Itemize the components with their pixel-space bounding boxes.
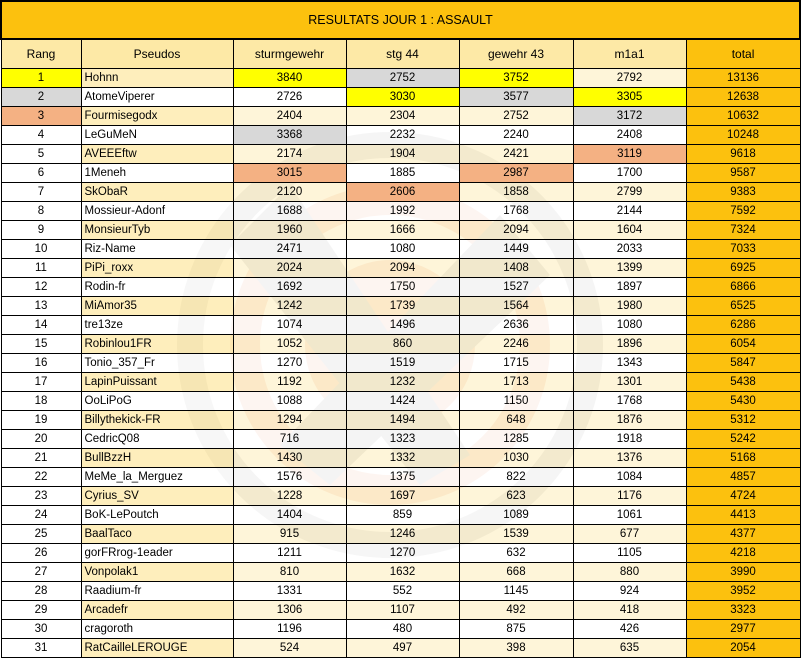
- player-name-cell: OoLiPoG: [81, 392, 233, 411]
- sturmgewehr-score-cell: 1404: [233, 506, 346, 525]
- gewehr43-score-cell: 2987: [459, 164, 573, 183]
- rank-cell: 7: [1, 183, 81, 202]
- player-name-cell: Tonio_357_Fr: [81, 354, 233, 373]
- m1a1-score-cell: 1700: [573, 164, 686, 183]
- player-name-cell: Hohnn: [81, 69, 233, 88]
- gewehr43-score-cell: 2240: [459, 126, 573, 145]
- total-score-cell: 6525: [686, 297, 800, 316]
- player-name-cell: AtomeViperer: [81, 88, 233, 107]
- rank-cell: 8: [1, 202, 81, 221]
- stg44-score-cell: 552: [346, 582, 459, 601]
- title-row: [1, 1, 800, 39]
- stg44-score-cell: 2752: [346, 69, 459, 88]
- table-row: [1, 297, 800, 316]
- gewehr43-score-cell: 648: [459, 411, 573, 430]
- player-name-cell: CedricQ08: [81, 430, 233, 449]
- total-score-cell: 5312: [686, 411, 800, 430]
- rank-cell: 14: [1, 316, 81, 335]
- m1a1-score-cell: 1176: [573, 487, 686, 506]
- sturmgewehr-score-cell: 2726: [233, 88, 346, 107]
- total-score-cell: 12638: [686, 88, 800, 107]
- sturmgewehr-score-cell: 2174: [233, 145, 346, 164]
- rank-cell: 4: [1, 126, 81, 145]
- m1a1-score-cell: 418: [573, 601, 686, 620]
- stg44-score-cell: 859: [346, 506, 459, 525]
- sturmgewehr-score-cell: 1960: [233, 221, 346, 240]
- m1a1-score-cell: 1896: [573, 335, 686, 354]
- table-row: [1, 126, 800, 145]
- player-name-cell: Billythekick-FR: [81, 411, 233, 430]
- stg44-score-cell: 1904: [346, 145, 459, 164]
- header-total: total: [686, 39, 800, 69]
- m1a1-score-cell: 3305: [573, 88, 686, 107]
- player-name-cell: 1Meneh: [81, 164, 233, 183]
- gewehr43-score-cell: 1285: [459, 430, 573, 449]
- table-row: [1, 316, 800, 335]
- stg44-score-cell: 480: [346, 620, 459, 639]
- player-name-cell: cragoroth: [81, 620, 233, 639]
- player-name-cell: AVEEEftw: [81, 145, 233, 164]
- m1a1-score-cell: 1399: [573, 259, 686, 278]
- m1a1-score-cell: 1768: [573, 392, 686, 411]
- player-name-cell: MeMe_la_Merguez: [81, 468, 233, 487]
- total-score-cell: 3323: [686, 601, 800, 620]
- stg44-score-cell: 1375: [346, 468, 459, 487]
- player-name-cell: RatCailleLEROUGE: [81, 639, 233, 658]
- stg44-score-cell: 3030: [346, 88, 459, 107]
- rank-cell: 18: [1, 392, 81, 411]
- stg44-score-cell: 1246: [346, 525, 459, 544]
- rank-cell: 5: [1, 145, 81, 164]
- sturmgewehr-score-cell: 1576: [233, 468, 346, 487]
- gewehr43-score-cell: 1539: [459, 525, 573, 544]
- rank-cell: 17: [1, 373, 81, 392]
- rank-cell: 1: [1, 69, 81, 88]
- gewehr43-score-cell: 1768: [459, 202, 573, 221]
- rank-cell: 19: [1, 411, 81, 430]
- m1a1-score-cell: 3119: [573, 145, 686, 164]
- m1a1-score-cell: 677: [573, 525, 686, 544]
- player-name-cell: Riz-Name: [81, 240, 233, 259]
- table-row: [1, 411, 800, 430]
- gewehr43-score-cell: 2421: [459, 145, 573, 164]
- stg44-score-cell: 2094: [346, 259, 459, 278]
- stg44-score-cell: 1080: [346, 240, 459, 259]
- header-rank: Rang: [1, 39, 81, 69]
- player-name-cell: Mossieur-Adonf: [81, 202, 233, 221]
- sturmgewehr-score-cell: 2024: [233, 259, 346, 278]
- sturmgewehr-score-cell: 1074: [233, 316, 346, 335]
- total-score-cell: 9587: [686, 164, 800, 183]
- rank-cell: 29: [1, 601, 81, 620]
- rank-cell: 21: [1, 449, 81, 468]
- header-m1a1: m1a1: [573, 39, 686, 69]
- m1a1-score-cell: 1084: [573, 468, 686, 487]
- sturmgewehr-score-cell: 1270: [233, 354, 346, 373]
- stg44-score-cell: 1697: [346, 487, 459, 506]
- sturmgewehr-score-cell: 1196: [233, 620, 346, 639]
- sturmgewehr-score-cell: 810: [233, 563, 346, 582]
- stg44-score-cell: 1232: [346, 373, 459, 392]
- table-row: [1, 639, 800, 658]
- stg44-score-cell: 1424: [346, 392, 459, 411]
- total-score-cell: 6866: [686, 278, 800, 297]
- table-row: [1, 563, 800, 582]
- rank-cell: 9: [1, 221, 81, 240]
- table-row: [1, 525, 800, 544]
- header-gewehr43: gewehr 43: [459, 39, 573, 69]
- rank-cell: 25: [1, 525, 81, 544]
- gewehr43-score-cell: 1715: [459, 354, 573, 373]
- rank-cell: 23: [1, 487, 81, 506]
- player-name-cell: PiPi_roxx: [81, 259, 233, 278]
- gewehr43-score-cell: 1564: [459, 297, 573, 316]
- m1a1-score-cell: 1918: [573, 430, 686, 449]
- sturmgewehr-score-cell: 2404: [233, 107, 346, 126]
- stg44-score-cell: 1885: [346, 164, 459, 183]
- gewehr43-score-cell: 1858: [459, 183, 573, 202]
- table-row: [1, 354, 800, 373]
- rank-cell: 3: [1, 107, 81, 126]
- player-name-cell: SkObaR: [81, 183, 233, 202]
- m1a1-score-cell: 1604: [573, 221, 686, 240]
- total-score-cell: 5242: [686, 430, 800, 449]
- table-title: RESULTATS JOUR 1 : ASSAULT: [1, 1, 800, 39]
- m1a1-score-cell: 1105: [573, 544, 686, 563]
- gewehr43-score-cell: 3752: [459, 69, 573, 88]
- sturmgewehr-score-cell: 3368: [233, 126, 346, 145]
- table-row: [1, 69, 800, 88]
- stg44-score-cell: 2606: [346, 183, 459, 202]
- table-row: [1, 487, 800, 506]
- results-body: [1, 69, 800, 658]
- gewehr43-score-cell: 2246: [459, 335, 573, 354]
- header-sturmgewehr: sturmgewehr: [233, 39, 346, 69]
- m1a1-score-cell: 2799: [573, 183, 686, 202]
- sturmgewehr-score-cell: 3015: [233, 164, 346, 183]
- rank-cell: 2: [1, 88, 81, 107]
- gewehr43-score-cell: 1449: [459, 240, 573, 259]
- player-name-cell: Fourmisegodx: [81, 107, 233, 126]
- table-row: [1, 183, 800, 202]
- player-name-cell: Robinlou1FR: [81, 335, 233, 354]
- gewehr43-score-cell: 1089: [459, 506, 573, 525]
- stg44-score-cell: 1750: [346, 278, 459, 297]
- m1a1-score-cell: 2792: [573, 69, 686, 88]
- sturmgewehr-score-cell: 1306: [233, 601, 346, 620]
- player-name-cell: BaalTaco: [81, 525, 233, 544]
- total-score-cell: 7324: [686, 221, 800, 240]
- sturmgewehr-score-cell: 524: [233, 639, 346, 658]
- sturmgewehr-score-cell: 2120: [233, 183, 346, 202]
- rank-cell: 12: [1, 278, 81, 297]
- table-row: [1, 221, 800, 240]
- sturmgewehr-score-cell: 1211: [233, 544, 346, 563]
- player-name-cell: gorFRrog-1eader: [81, 544, 233, 563]
- rank-cell: 28: [1, 582, 81, 601]
- rank-cell: 27: [1, 563, 81, 582]
- player-name-cell: BullBzzH: [81, 449, 233, 468]
- stg44-score-cell: 497: [346, 639, 459, 658]
- total-score-cell: 6054: [686, 335, 800, 354]
- gewehr43-score-cell: 398: [459, 639, 573, 658]
- stg44-score-cell: 1632: [346, 563, 459, 582]
- total-score-cell: 5168: [686, 449, 800, 468]
- table-row: [1, 145, 800, 164]
- rank-cell: 31: [1, 639, 81, 658]
- m1a1-score-cell: 924: [573, 582, 686, 601]
- header-stg44: stg 44: [346, 39, 459, 69]
- gewehr43-score-cell: 668: [459, 563, 573, 582]
- sturmgewehr-score-cell: 1331: [233, 582, 346, 601]
- stg44-score-cell: 1323: [346, 430, 459, 449]
- gewehr43-score-cell: 2094: [459, 221, 573, 240]
- header-pseudos: Pseudos: [81, 39, 233, 69]
- player-name-cell: Rodin-fr: [81, 278, 233, 297]
- table-row: [1, 240, 800, 259]
- sturmgewehr-score-cell: 2471: [233, 240, 346, 259]
- m1a1-score-cell: 1876: [573, 411, 686, 430]
- table-row: [1, 430, 800, 449]
- table-row: [1, 506, 800, 525]
- stg44-score-cell: 2232: [346, 126, 459, 145]
- total-score-cell: 4724: [686, 487, 800, 506]
- total-score-cell: 4857: [686, 468, 800, 487]
- sturmgewehr-score-cell: 1242: [233, 297, 346, 316]
- rank-cell: 24: [1, 506, 81, 525]
- stg44-score-cell: 1494: [346, 411, 459, 430]
- sturmgewehr-score-cell: 716: [233, 430, 346, 449]
- gewehr43-score-cell: 632: [459, 544, 573, 563]
- total-score-cell: 9618: [686, 145, 800, 164]
- stg44-score-cell: 1496: [346, 316, 459, 335]
- sturmgewehr-score-cell: 915: [233, 525, 346, 544]
- gewehr43-score-cell: 1145: [459, 582, 573, 601]
- m1a1-score-cell: 1301: [573, 373, 686, 392]
- gewehr43-score-cell: 2636: [459, 316, 573, 335]
- total-score-cell: 5430: [686, 392, 800, 411]
- m1a1-score-cell: 1343: [573, 354, 686, 373]
- m1a1-score-cell: 2144: [573, 202, 686, 221]
- m1a1-score-cell: 1376: [573, 449, 686, 468]
- table-row: [1, 278, 800, 297]
- table-row: [1, 582, 800, 601]
- player-name-cell: Arcadefr: [81, 601, 233, 620]
- total-score-cell: 2977: [686, 620, 800, 639]
- sturmgewehr-score-cell: 1052: [233, 335, 346, 354]
- sturmgewehr-score-cell: 3840: [233, 69, 346, 88]
- total-score-cell: 13136: [686, 69, 800, 88]
- total-score-cell: 9383: [686, 183, 800, 202]
- gewehr43-score-cell: 2752: [459, 107, 573, 126]
- total-score-cell: 5847: [686, 354, 800, 373]
- total-score-cell: 3952: [686, 582, 800, 601]
- player-name-cell: LapinPuissant: [81, 373, 233, 392]
- table-row: [1, 164, 800, 183]
- total-score-cell: 4413: [686, 506, 800, 525]
- stg44-score-cell: 1332: [346, 449, 459, 468]
- total-score-cell: 5438: [686, 373, 800, 392]
- stg44-score-cell: 2304: [346, 107, 459, 126]
- player-name-cell: tre13ze: [81, 316, 233, 335]
- gewehr43-score-cell: 1713: [459, 373, 573, 392]
- stg44-score-cell: 1519: [346, 354, 459, 373]
- stg44-score-cell: 1270: [346, 544, 459, 563]
- rank-cell: 26: [1, 544, 81, 563]
- player-name-cell: Vonpolak1: [81, 563, 233, 582]
- header-row: [1, 39, 800, 69]
- rank-cell: 20: [1, 430, 81, 449]
- total-score-cell: 4218: [686, 544, 800, 563]
- gewehr43-score-cell: 623: [459, 487, 573, 506]
- sturmgewehr-score-cell: 1692: [233, 278, 346, 297]
- gewehr43-score-cell: 1150: [459, 392, 573, 411]
- gewehr43-score-cell: 875: [459, 620, 573, 639]
- m1a1-score-cell: 1897: [573, 278, 686, 297]
- total-score-cell: 10632: [686, 107, 800, 126]
- total-score-cell: 4377: [686, 525, 800, 544]
- stg44-score-cell: 860: [346, 335, 459, 354]
- m1a1-score-cell: 1061: [573, 506, 686, 525]
- table-row: [1, 601, 800, 620]
- table-row: [1, 335, 800, 354]
- rank-cell: 15: [1, 335, 81, 354]
- player-name-cell: MonsieurTyb: [81, 221, 233, 240]
- m1a1-score-cell: 426: [573, 620, 686, 639]
- table-row: [1, 544, 800, 563]
- table-row: [1, 259, 800, 278]
- rank-cell: 13: [1, 297, 81, 316]
- table-row: [1, 88, 800, 107]
- sturmgewehr-score-cell: 1192: [233, 373, 346, 392]
- table-row: [1, 373, 800, 392]
- table-row: [1, 392, 800, 411]
- stg44-score-cell: 1107: [346, 601, 459, 620]
- table-row: [1, 620, 800, 639]
- sturmgewehr-score-cell: 1430: [233, 449, 346, 468]
- total-score-cell: 2054: [686, 639, 800, 658]
- rank-cell: 16: [1, 354, 81, 373]
- player-name-cell: LeGuMeN: [81, 126, 233, 145]
- m1a1-score-cell: 880: [573, 563, 686, 582]
- player-name-cell: Raadium-fr: [81, 582, 233, 601]
- total-score-cell: 10248: [686, 126, 800, 145]
- rank-cell: 30: [1, 620, 81, 639]
- player-name-cell: MiAmor35: [81, 297, 233, 316]
- stg44-score-cell: 1739: [346, 297, 459, 316]
- sturmgewehr-score-cell: 1688: [233, 202, 346, 221]
- m1a1-score-cell: 1080: [573, 316, 686, 335]
- gewehr43-score-cell: 822: [459, 468, 573, 487]
- m1a1-score-cell: 3172: [573, 107, 686, 126]
- total-score-cell: 3990: [686, 563, 800, 582]
- m1a1-score-cell: 1980: [573, 297, 686, 316]
- sturmgewehr-score-cell: 1088: [233, 392, 346, 411]
- stg44-score-cell: 1992: [346, 202, 459, 221]
- gewehr43-score-cell: 3577: [459, 88, 573, 107]
- rank-cell: 10: [1, 240, 81, 259]
- m1a1-score-cell: 2408: [573, 126, 686, 145]
- total-score-cell: 7033: [686, 240, 800, 259]
- gewehr43-score-cell: 1408: [459, 259, 573, 278]
- gewehr43-score-cell: 492: [459, 601, 573, 620]
- rank-cell: 22: [1, 468, 81, 487]
- rank-cell: 6: [1, 164, 81, 183]
- table-row: [1, 107, 800, 126]
- gewehr43-score-cell: 1030: [459, 449, 573, 468]
- player-name-cell: BoK-LePoutch: [81, 506, 233, 525]
- total-score-cell: 6925: [686, 259, 800, 278]
- table-row: [1, 202, 800, 221]
- gewehr43-score-cell: 1527: [459, 278, 573, 297]
- table-row: [1, 468, 800, 487]
- m1a1-score-cell: 2033: [573, 240, 686, 259]
- player-name-cell: Cyrius_SV: [81, 487, 233, 506]
- table-row: [1, 449, 800, 468]
- stg44-score-cell: 1666: [346, 221, 459, 240]
- total-score-cell: 7592: [686, 202, 800, 221]
- rank-cell: 11: [1, 259, 81, 278]
- sturmgewehr-score-cell: 1228: [233, 487, 346, 506]
- sturmgewehr-score-cell: 1294: [233, 411, 346, 430]
- m1a1-score-cell: 635: [573, 639, 686, 658]
- total-score-cell: 6286: [686, 316, 800, 335]
